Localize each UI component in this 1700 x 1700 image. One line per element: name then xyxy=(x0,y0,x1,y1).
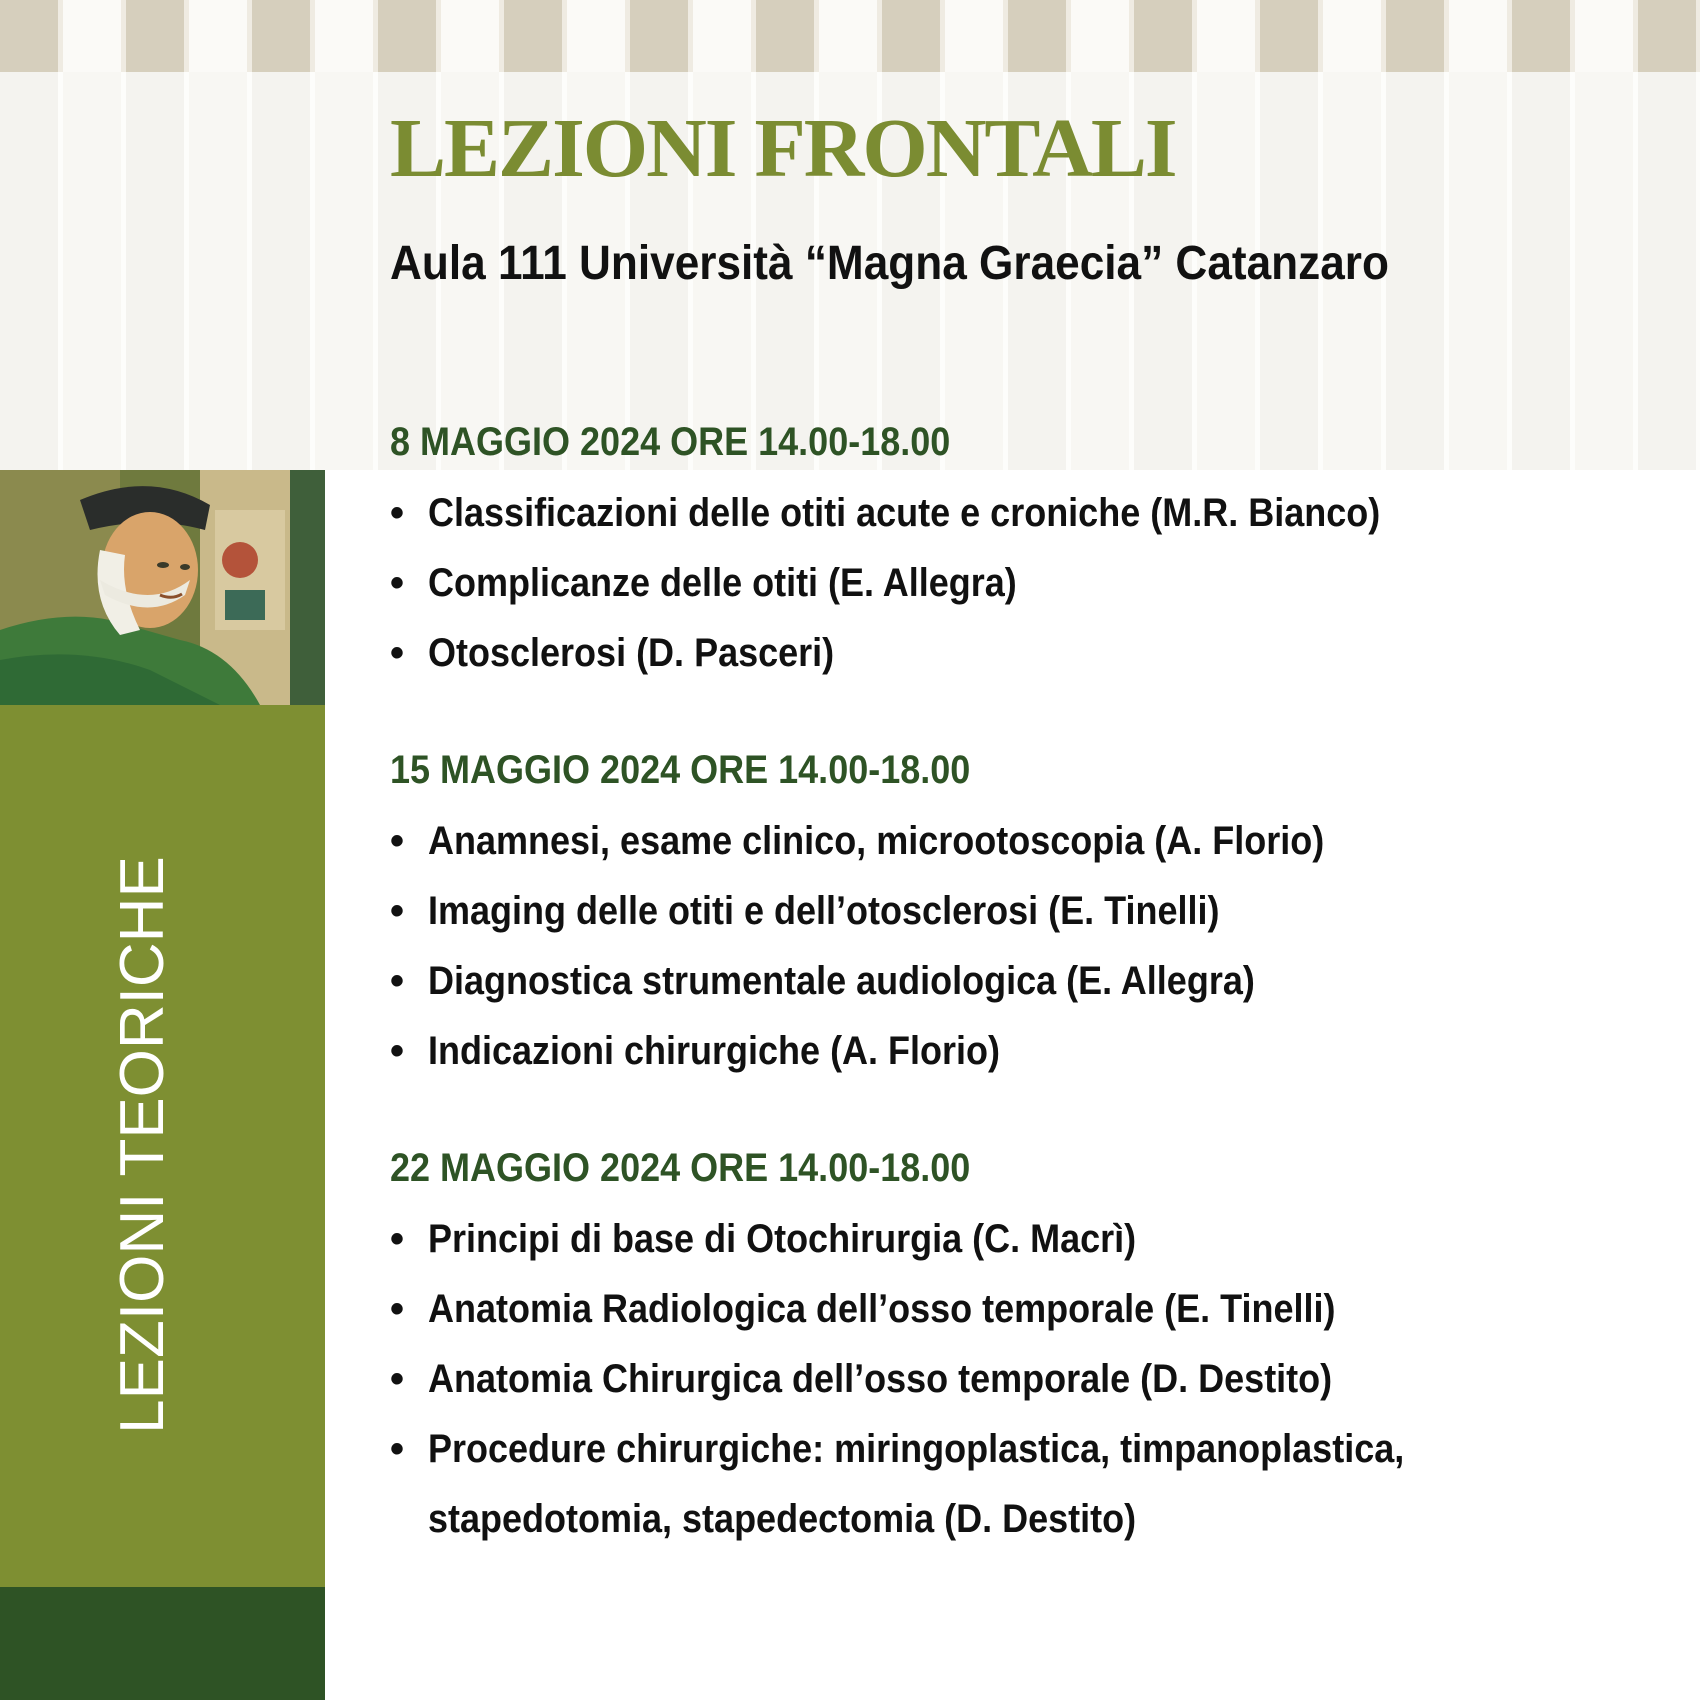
bullet-icon: • xyxy=(390,491,405,535)
bullet-icon: • xyxy=(390,959,405,1003)
list-item-text: Classificazioni delle otiti acute e croniche (M.R. Bianco) xyxy=(428,491,1381,535)
list-item-text: Imaging delle otiti e dell’otosclerosi (E. Tinelli) xyxy=(428,889,1220,933)
list-item-text: Principi di base di Otochirurgia (C. Macrì) xyxy=(428,1217,1137,1261)
bullet-icon: • xyxy=(390,1217,405,1261)
list-item xyxy=(390,1344,1660,1414)
list-item-text: Indicazioni chirurgiche (A. Florio) xyxy=(428,1029,1001,1073)
bullet-icon: • xyxy=(390,889,405,933)
top-stripe-band xyxy=(0,0,1700,72)
session-3 xyxy=(390,1140,1660,1554)
portrait-painting xyxy=(0,470,325,705)
list-item-text: Otosclerosi (D. Pasceri) xyxy=(428,631,835,675)
list-item-text: Diagnostica strumentale audiologica (E. Allegra) xyxy=(428,959,1255,1003)
list-item xyxy=(390,806,1660,876)
side-dark-footer xyxy=(0,1587,325,1700)
list-item-text: Anamnesi, esame clinico, microotoscopia (A. Florio) xyxy=(428,819,1325,863)
list-item xyxy=(390,618,1660,688)
list-item xyxy=(390,1204,1660,1274)
session-date: 15 MAGGIO 2024 ORE 14.00-18.00 xyxy=(390,748,971,792)
list-item xyxy=(390,946,1660,1016)
session-items xyxy=(390,806,1660,1086)
list-item xyxy=(390,478,1660,548)
session-2 xyxy=(390,742,1660,1086)
session-1 xyxy=(390,414,1660,688)
session-items xyxy=(390,1204,1660,1554)
page-title: LEZIONI FRONTALI xyxy=(390,102,1176,195)
schedule xyxy=(390,414,1660,1554)
side-section-label: LEZIONI TEORICHE xyxy=(108,856,177,1434)
list-item xyxy=(390,1274,1660,1344)
session-items xyxy=(390,478,1660,688)
bullet-icon: • xyxy=(390,819,405,863)
list-item xyxy=(390,1414,1660,1554)
list-item-text: Anatomia Chirurgica dell’osso temporale (D. Destito) xyxy=(428,1357,1333,1401)
venue-subtitle: Aula 111 Università “Magna Graecia” Catanzaro xyxy=(390,237,1389,290)
list-item-text: Anatomia Radiologica dell’osso temporale (E. Tinelli) xyxy=(428,1287,1336,1331)
bullet-icon: • xyxy=(390,1029,405,1073)
bullet-icon: • xyxy=(390,1357,405,1401)
list-item xyxy=(390,548,1660,618)
bullet-icon: • xyxy=(390,631,405,675)
bullet-icon: • xyxy=(390,1427,405,1471)
session-date: 8 MAGGIO 2024 ORE 14.00-18.00 xyxy=(390,420,951,464)
bullet-icon: • xyxy=(390,1287,405,1331)
list-item-text: Procedure chirurgiche: miringoplastica, timpanoplastica, stapedotomia, stapedectomia (D. Destito) xyxy=(428,1427,1405,1541)
bullet-icon: • xyxy=(390,561,405,605)
list-item xyxy=(390,876,1660,946)
session-date: 22 MAGGIO 2024 ORE 14.00-18.00 xyxy=(390,1146,971,1190)
list-item xyxy=(390,1016,1660,1086)
list-item-text: Complicanze delle otiti (E. Allegra) xyxy=(428,561,1017,605)
